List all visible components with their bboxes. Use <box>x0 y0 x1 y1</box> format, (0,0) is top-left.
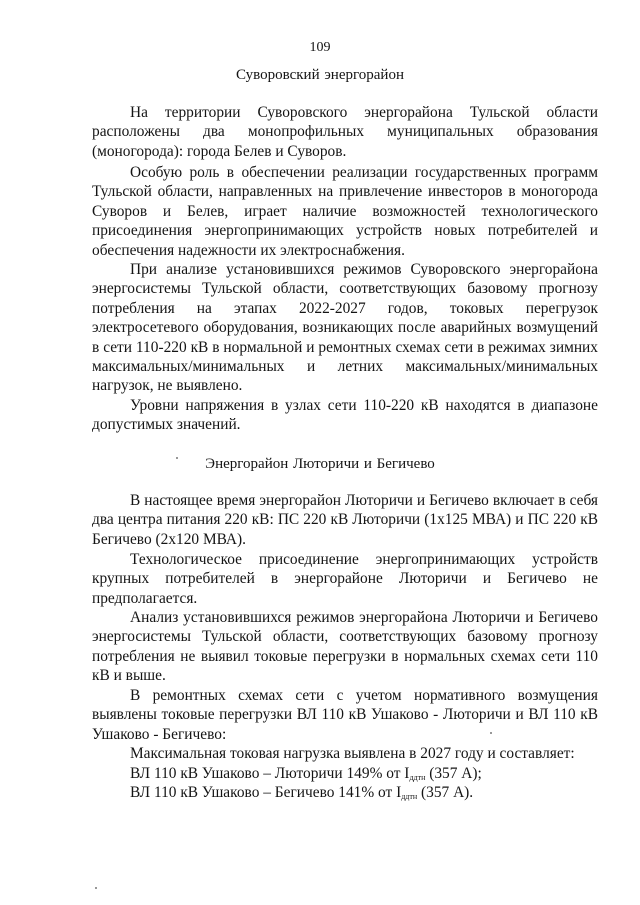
paragraph-lyutorichi-4: В ремонтных схемах сети с учетом нормативного возмущения выявлены токовые перегрузки ВЛ 110 кВ Ушаково - Люторичи и ВЛ 110 кВ Ушаково - Бегичево: <box>92 687 598 743</box>
section-title-suvorov: Суворовский энергорайон <box>236 67 404 83</box>
paragraph-suvorov-1: На территории Суворовского энергорайона Тульской области расположены два монопрофильных муниципальных образования (моногорода): города Белев и Суворов. <box>92 104 598 160</box>
load-line-subscript: ддтн <box>409 773 426 782</box>
load-line-subscript: ддтн <box>401 792 418 801</box>
paragraph-suvorov-2: Особую роль в обеспечении реализации государственных программ Тульской области, направленных на привлечение инвесторов в моногорода Суворов и Белев, играет наличие возможностей технологического присоединения энергопринимающих устройств новых потребителей и обеспечения надежности их электроснабжения. <box>92 164 598 259</box>
load-line-begichevo <box>130 783 600 806</box>
paragraph-suvorov-3: При анализе установившихся режимов Суворовского энергорайона энергосистемы Тульской области, соответствующих базовому прогнозу потребления на этапах 2022-2027 годов, токовых перегрузок электросетевого оборудования, возникающих после аварийных возмущений в сети 110-220 кВ в нормальной и ремонтных схемах сети в режимах зимних максимальных/минимальных и летних максимальных/минимальных нагрузок, не выявлено. <box>92 261 598 395</box>
page-number: 109 <box>309 40 331 55</box>
load-line-value: (357 А). <box>417 784 474 801</box>
scan-speck <box>95 887 97 889</box>
scan-speck <box>490 732 492 734</box>
load-line-text: ВЛ 110 кВ Ушаково – Бегичево 141% от I <box>130 784 402 801</box>
section-title-lyutorichi-begichevo: Энергорайон Люторичи и Бегичево <box>205 456 435 472</box>
paragraph-lyutorichi-1: В настоящее время энергорайон Люторичи и Бегичево включает в себя два центра питания 220 кВ: ПС 220 кВ Люторичи (1х125 МВА) и ПС 220 кВ Бегичево (2х120 МВА). <box>92 492 598 548</box>
paragraph-suvorov-4: Уровни напряжения в узлах сети 110-220 кВ находятся в диапазоне допустимых значений. <box>92 397 598 434</box>
load-line-value: (357 А); <box>425 765 482 782</box>
load-line-text: ВЛ 110 кВ Ушаково – Люторичи 149% от I <box>130 765 410 782</box>
paragraph-lyutorichi-3: Анализ установившихся режимов энергорайона Люторичи и Бегичево энергосистемы Тульской области, соответствующих базовому прогнозу потребления не выявил токовые перегрузки в нормальных схемах сети 110 кВ и выше. <box>92 609 598 685</box>
paragraph-lyutorichi-5: Максимальная токовая нагрузка выявлена в 2027 году и составляет: <box>130 745 575 762</box>
scan-speck <box>176 457 178 459</box>
paragraph-lyutorichi-2: Технологическое присоединение энергопринимающих устройств крупных потребителей в энергорайоне Люторичи и Бегичево не предполагается. <box>92 551 598 607</box>
